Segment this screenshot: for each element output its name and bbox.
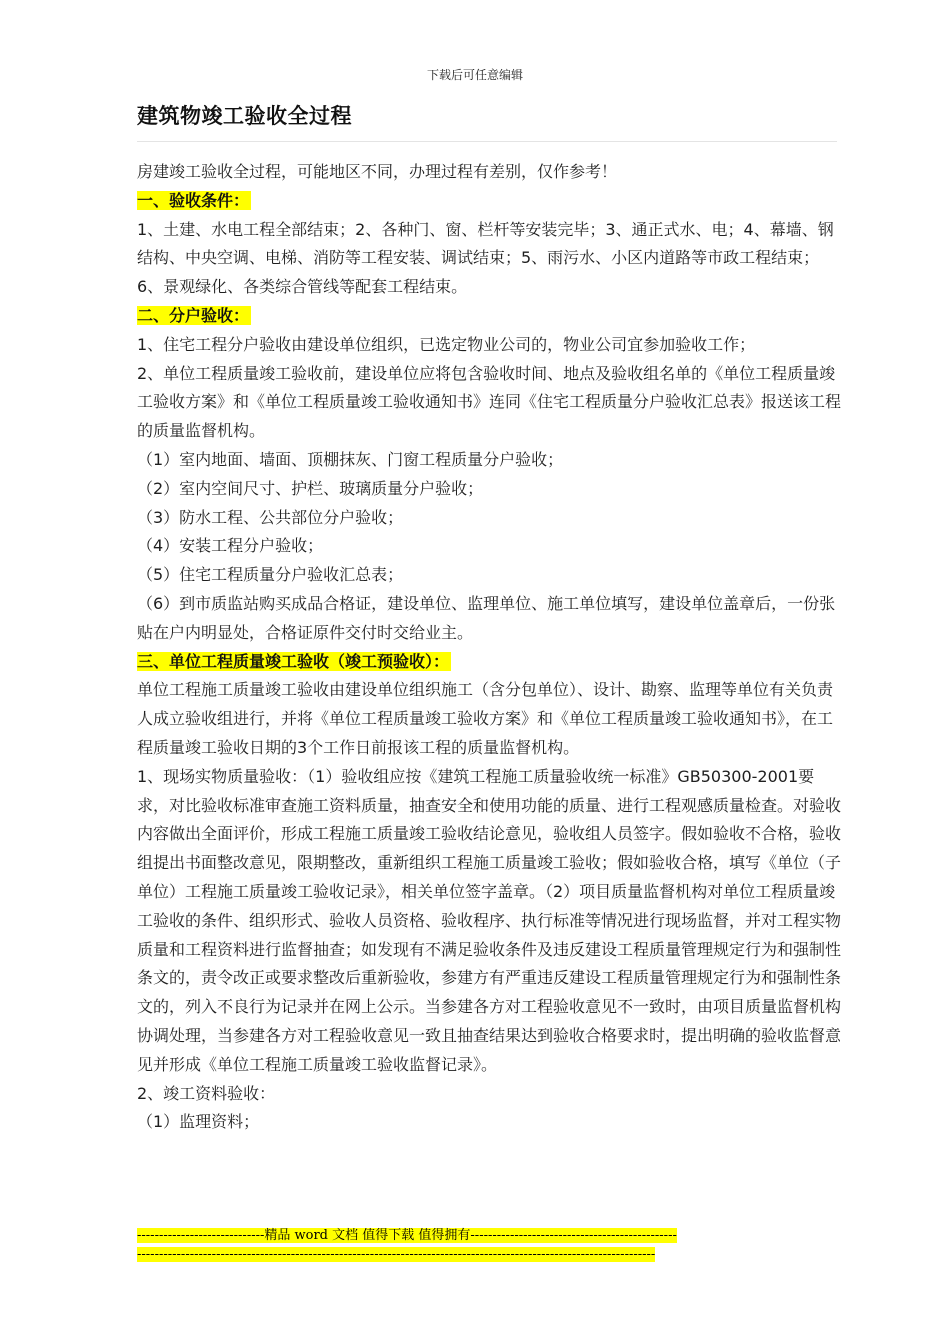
- section2-item: （5）住宅工程质量分户验收汇总表；: [137, 565, 404, 585]
- section2-item: （4）安装工程分户验收；: [137, 536, 324, 556]
- section3-paragraph-4: （1）监理资料；: [137, 1112, 260, 1132]
- footer-banner: [137, 1226, 807, 1264]
- section2-heading-row: [137, 302, 843, 331]
- footer-text-2: ----------------------------------------------------------------------------------------------------------------------: [137, 1247, 656, 1262]
- section3-paragraph-3: 2、竣工资料验收：: [137, 1083, 276, 1103]
- section1-body: 1、土建、水电工程全部结束；2、各种门、窗、栏杆等安装完毕；3、通正式水、电；4、幕墙、钢结构、中央空调、电梯、消防等工程安装、调试结束；5、雨污水、小区内道路等市政工程结束；6、景观绿化、各类综合管线等配套工程结束。: [137, 219, 834, 297]
- section1-heading-row: [137, 187, 843, 216]
- section3-paragraph-2: 1、现场实物质量验收：（1）验收组应按《建筑工程施工质量验收统一标准》GB50300-2001要求，对比验收标准审查施工资料质量，抽查安全和使用功能的质量、进行工程观感质量检查。对验收内容做出全面评价，形成工程施工质量竣工验收结论意见，验收组人员签字。假如验收不合格，验收组提出书面整改意见，限期整改，重新组织工程施工质量竣工验收；假如验收合格，填写《单位（子单位）工程施工质量竣工验收记录》，相关单位签字盖章。（2）项目质量监督机构对单位工程质量竣工验收的条件、组织形式、验收人员资格、验收程序、执行标准等情况进行现场监督，并对工程实物质量和工程资料进行监督抽查；如发现有不满足验收条件及违反建设工程质量管理规定行为和强制性条文的，责令改正或要求整改后重新验收，参建方有严重违反建设工程质量管理规定行为和强制性条文的，列入不良行为记录并在网上公示。当参建各方对工程验收意见不一致时，由项目质量监督机构协调处理，当参建各方对工程验收意见一致且抽查结果达到验收合格要求时，提出明确的验收监督意见并形成《单位工程施工质量竣工验收监督记录》。: [137, 766, 842, 1074]
- section2-item: （3）防水工程、公共部位分户验收；: [137, 507, 404, 527]
- document-body: [137, 158, 843, 1137]
- section2-item: （1）室内地面、墙面、顶棚抹灰、门窗工程质量分户验收；: [137, 449, 564, 469]
- page-title: 建筑物竣工验收全过程: [137, 104, 352, 128]
- footer-line-1: [137, 1226, 807, 1245]
- section3-paragraph-1: 单位工程施工质量竣工验收由建设单位组织施工（含分包单位）、设计、勘察、监理等单位有关负责人成立验收组进行，并将《单位工程质量竣工验收方案》和《单位工程质量竣工验收通知书》，在工程质量竣工验收日期的3个工作日前报该工程的质量监督机构。: [137, 680, 834, 757]
- section3-heading-row: [137, 648, 843, 677]
- section2-heading: 二、分户验收：: [137, 305, 250, 325]
- section2-paragraph-2: 2、单位工程质量竣工验收前，建设单位应将包含验收时间、地点及验收组名单的《单位工程质量竣工验收方案》和《单位工程质量竣工验收通知书》连同《住宅工程质量分户验收汇总表》报送该工程的质量监督机构。: [137, 363, 842, 441]
- intro-paragraph: 房建竣工验收全过程，可能地区不同，办理过程有差别，仅作参考！: [137, 162, 618, 181]
- title-divider: [137, 141, 837, 142]
- header-note: 下载后可任意编辑: [426, 68, 523, 82]
- section2-item: （6）到市质监站购买成品合格证，建设单位、监理单位、施工单位填写，建设单位盖章后，一份张贴在户内明显处，合格证原件交付时交给业主。: [137, 593, 836, 642]
- section2-item: （2）室内空间尺寸、护栏、玻璃质量分户验收；: [137, 478, 484, 498]
- section3-heading: 三、单位工程质量竣工验收（竣工预验收）：: [137, 651, 450, 671]
- section1-heading: 一、验收条件：: [137, 190, 250, 210]
- footer-text-1: -----------------------------精品 word 文档 值得下载 值得拥有-----------------------------------------------: [137, 1228, 677, 1243]
- section2-paragraph-1: 1、住宅工程分户验收由建设单位组织，已选定物业公司的，物业公司宜参加验收工作；: [137, 334, 756, 354]
- footer-line-2: [137, 1245, 807, 1264]
